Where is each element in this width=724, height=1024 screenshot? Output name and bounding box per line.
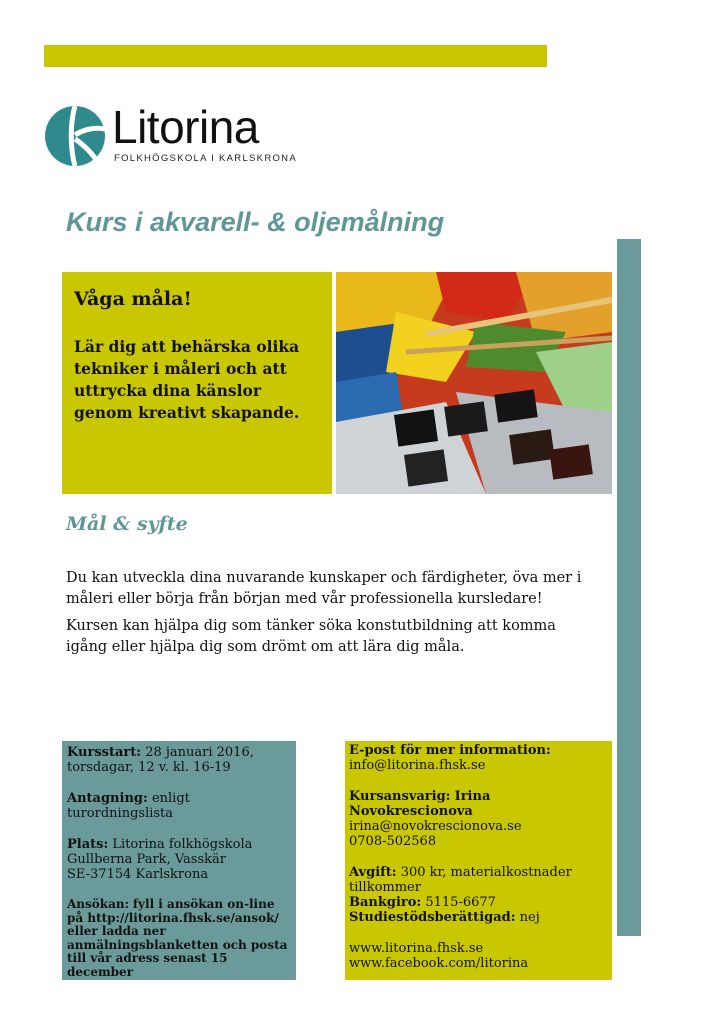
top-accent-bar — [44, 45, 547, 67]
apply-label: Ansökan: — [67, 897, 130, 911]
support-label: Studiestödsberättigad: — [349, 910, 516, 925]
place-line2: Gullberna Park, Vasskär — [67, 852, 226, 867]
responsible-email-link[interactable]: irina@novokrescionova.se — [349, 819, 522, 834]
support-value: nej — [519, 910, 540, 925]
place-label: Plats: — [67, 837, 109, 852]
website-link[interactable]: www.litorina.fhsk.se — [349, 941, 484, 956]
info-email-link[interactable]: info@litorina.fhsk.se — [349, 758, 486, 773]
intro-heading: Våga måla! — [74, 288, 192, 310]
palette-illustration — [336, 272, 612, 494]
admission-value: enligt turordningslista — [67, 791, 190, 821]
place-line1: Litorina folkhögskola — [112, 837, 253, 852]
goal-heading: Mål & syfte — [66, 513, 188, 535]
start-line2: torsdagar, 12 v. kl. 16-19 — [67, 760, 231, 775]
goal-paragraph-2: Kursen kan hjälpa dig som tänker söka konstutbildning att komma igång eller hjälpa dig som drömt om att lära dig måla. — [66, 618, 556, 655]
responsible-phone: 0708-502568 — [349, 834, 437, 849]
apply-text: fyll i ansökan on-line på http://litorina.fhsk.se/ansok/ eller ladda ner anmälningsblanketten och posta till vår adress senast 15 december — [67, 897, 288, 979]
logo-mark-icon — [44, 105, 106, 167]
course-info-box — [62, 741, 296, 980]
start-label: Kursstart: — [67, 745, 142, 760]
responsible-name: Irina Novokrescionova — [349, 789, 491, 819]
paint-palette-image — [336, 272, 612, 494]
bankgiro-value: 5115-6677 — [425, 895, 496, 910]
contact-info-box — [345, 741, 612, 980]
side-accent-bar — [617, 239, 641, 936]
page-title: Kurs i akvarell- & oljemålning — [66, 207, 445, 237]
facebook-link[interactable]: www.facebook.com/litorina — [349, 956, 529, 971]
litorina-logo — [44, 101, 297, 169]
fee-value: 300 kr, materialkostnader — [400, 865, 572, 880]
logo-name: Litorina — [112, 101, 259, 153]
goal-paragraph-1: Du kan utveckla dina nuvarande kunskaper och färdigheter, öva mer i måleri eller börja från början med vår professionella kursledare! — [66, 570, 582, 607]
start-value: 28 januari 2016, — [145, 745, 254, 760]
fee-line2: tillkommer — [349, 880, 421, 895]
admission-label: Antagning: — [67, 791, 148, 806]
email-label: E-post för mer information: — [349, 743, 551, 758]
bankgiro-label: Bankgiro: — [349, 895, 422, 910]
place-line3: SE-37154 Karlskrona — [67, 867, 209, 882]
fee-label: Avgift: — [349, 865, 397, 880]
responsible-label: Kursansvarig: — [349, 789, 451, 804]
logo-subtitle: FOLKHÖGSKOLA I KARLSKRONA — [114, 153, 297, 164]
intro-box — [62, 272, 332, 494]
intro-text: Lär dig att behärska olika tekniker i måleri och att uttrycka dina känslor genom kreativt skapande. — [74, 337, 300, 422]
